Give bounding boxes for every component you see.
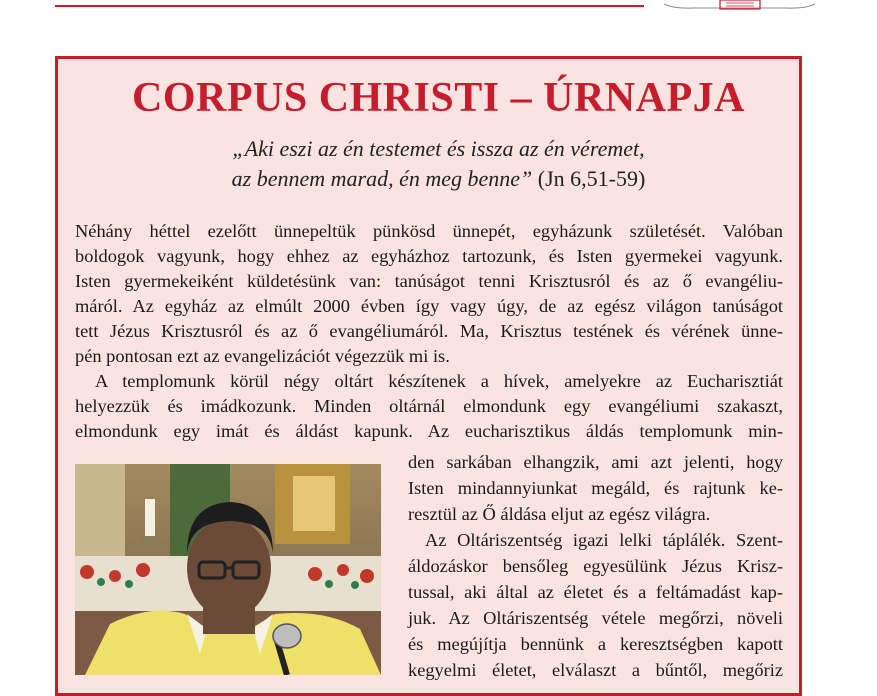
- body-line: tussal, aki által az életet és a feltámadást kap-: [408, 582, 783, 602]
- priest-photo: [75, 464, 381, 675]
- bible-quote-line-2: az bennem marad, én meg benne” (Jn 6,51-59): [231, 166, 646, 191]
- body-line: máról. Az egyház az elmúlt 2000 évben így vagy úgy, de az egész világon tanúságot: [75, 296, 783, 316]
- body-line: boldogok vagyunk, hogy ehhez az egyházhoz tartozunk, és Isten gyermekei vagyunk.: [75, 246, 783, 266]
- bible-reference: (Jn 6,51-59): [532, 166, 646, 191]
- body-line: helyezzük és imádkozunk. Minden oltárnál elmondunk egy evangéliumi szakaszt,: [75, 396, 783, 416]
- body-line: resztül az Ő áldása eljut az egész világra.: [408, 504, 711, 524]
- body-line: Az Oltáriszentség igazi lelki táplálék. Szent-: [425, 530, 783, 550]
- body-line: Isten mindannyiunkat megáld, és rajtunk ke-: [408, 478, 783, 498]
- body-line: pén pontosan ezt az evangelizációt végezzük mi is.: [75, 346, 450, 366]
- body-line: tett Jézus Krisztusról és az ő evangéliumáról. Ma, Krisztus testének és vérének ünne-: [75, 321, 783, 341]
- bible-quote-line-1: „Aki eszi az én testemet és issza az én véremet,: [232, 136, 645, 161]
- body-line: elmondunk egy imát és áldást kapunk. Az eucharisztikus áldás templomunk min-: [75, 421, 783, 441]
- priest-photo-icon: [75, 464, 381, 675]
- body-line: és megújítja bennünk a keresztségben kapott: [408, 634, 783, 654]
- body-line: A templomunk körül négy oltárt készítenek a hívek, amelyekre az Eucharisztiát: [95, 371, 783, 391]
- page-ornament-icon: [664, 0, 815, 10]
- body-line: Néhány héttel ezelőtt ünnepeltük pünkösd ünnepét, egyházunk születését. Valóban: [75, 221, 783, 241]
- body-line: den sarkában elhangzik, ami azt jelenti, hogy: [408, 452, 783, 472]
- article-title: CORPUS CHRISTI – ÚRNAPJA: [132, 75, 745, 121]
- top-rule: [55, 5, 644, 7]
- body-line: Isten gyermekeiként küldetésünk van: tanúságot tenni Krisztusról és az ő evangéliu-: [75, 271, 783, 291]
- body-line: áldozáskor bensőleg egyesülünk Jézus Krisz-: [408, 556, 783, 576]
- body-line: kegyelmi életet, elválaszt a bűntől, megőriz: [408, 660, 783, 680]
- body-line: juk. Az Oltáriszentség vétele megőrzi, növeli: [408, 608, 783, 628]
